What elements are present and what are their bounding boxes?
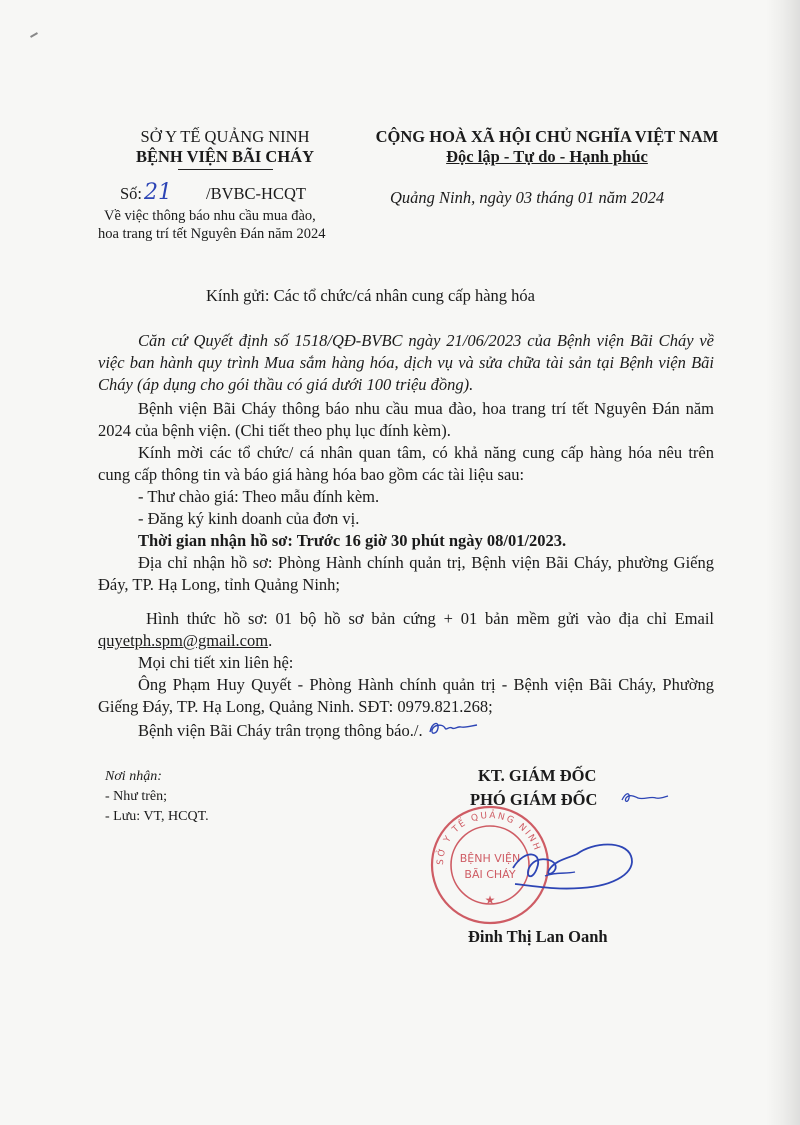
subject-line-2: hoa trang trí tết Nguyên Đán năm 2024 [98, 226, 326, 242]
signature-title-2: PHÓ GIÁM ĐỐC [470, 790, 598, 809]
signature-title-1: KT. GIÁM ĐỐC [478, 766, 597, 785]
recipients-line-2: - Lưu: VT, HCQT. [105, 809, 209, 824]
contact-intro: Mọi chi tiết xin liên hệ: [138, 653, 294, 672]
closing-line [98, 718, 714, 742]
contact-detail: Ông Phạm Huy Quyết - Phòng Hành chính quản trị - Bệnh viện Bãi Cháy, Phường Giếng Đáy, TP. Hạ Long, Quảng Ninh. SĐT: 0979.821.268; [98, 675, 714, 716]
org-name: SỞ Y TẾ QUẢNG NINH [140, 127, 310, 146]
email-link[interactable]: quyetph.spm@gmail.com [98, 631, 269, 650]
document-number [120, 180, 360, 205]
header-left [105, 127, 345, 167]
unit-name: BỆNH VIỆN BÃI CHÁY [135, 147, 315, 166]
paragraph-announcement: Bệnh viện Bãi Cháy thông báo nhu cầu mua đào, hoa trang trí tết Nguyên Đán năm 2024 của bệnh viện. (Chi tiết theo phụ lục đính kèm). [98, 399, 714, 440]
scan-edge-shadow [766, 0, 800, 1125]
recipients-title: Nơi nhận: [105, 769, 162, 784]
stamp-text-bottom: BÃI CHÁY [464, 868, 516, 881]
national-motto: Độc lập - Tự do - Hạnh phúc [446, 147, 648, 166]
closing-text: Bệnh viện Bãi Cháy trân trọng thông báo./. [138, 721, 423, 740]
country-name: CỘNG HOÀ XÃ HỘI CHỦ NGHĨA VIỆT NAM [375, 127, 719, 146]
header-left-underline [178, 169, 273, 170]
recipients-line-1: - Như trên; [105, 789, 168, 804]
header-right [362, 127, 732, 167]
list-item-quote-letter: - Thư chào giá: Theo mẫu đính kèm. [138, 487, 380, 506]
so-number-handwritten: 21 [144, 180, 173, 205]
scan-mark-icon [30, 32, 38, 38]
subject-line-1: Về việc thông báo nhu cầu mua đào, [104, 208, 316, 224]
deadline: Thời gian nhận hồ sơ: Trước 16 giờ 30 phút ngày 08/01/2023. [138, 531, 567, 550]
title-initials-icon [620, 788, 670, 808]
stamp-ring-text: SỞ Y TẾ QUẢNG NINH [435, 810, 542, 866]
list-item-business-registration: - Đăng ký kinh doanh của đơn vị. [138, 509, 360, 528]
so-code: /BVBC-HCQT [206, 184, 306, 203]
document-subject [98, 207, 358, 243]
submission-address: Địa chỉ nhận hồ sơ: Phòng Hành chính quản trị, Bệnh viện Bãi Cháy, phường Giếng Đáy, TP. Hạ Long, tỉnh Quảng Ninh; [98, 553, 714, 594]
signature-scribble-icon [485, 828, 655, 908]
email-suffix: . [268, 631, 273, 650]
initials-mark-icon [427, 718, 479, 740]
paragraph-invitation: Kính mời các tổ chức/ cá nhân quan tâm, có khả năng cung cấp hàng hóa nêu trên cung cấp thông tin và báo giá hàng hóa bao gồm các tài liệu sau: [98, 443, 714, 484]
document-body [98, 330, 714, 742]
format-text: Hình thức hồ sơ: 01 bộ hồ sơ bản cứng + 01 bản mềm gửi vào địa chỉ Email [146, 609, 714, 628]
recipients-block [105, 768, 325, 825]
stamp-text-top: BỆNH VIỆN [459, 852, 521, 865]
place-date: Quảng Ninh, ngày 03 tháng 01 năm 2024 [390, 188, 665, 207]
submission-format [98, 608, 714, 652]
recipient-line: Kính gửi: Các tổ chức/cá nhân cung cấp hàng hóa [206, 286, 535, 305]
svg-text:★: ★ [484, 893, 496, 907]
signer-name: Đinh Thị Lan Oanh [468, 927, 608, 946]
paragraph-legal-basis: Căn cứ Quyết định số 1518/QĐ-BVBC ngày 21/06/2023 của Bệnh viện Bãi Cháy về việc ban hành quy trình Mua sắm hàng hóa, dịch vụ và sửa chữa tài sản tại Bệnh viện Bãi Cháy (áp dụng cho gói thầu có giá dưới 100 triệu đồng). [98, 331, 714, 394]
so-label: Số: [120, 184, 143, 203]
